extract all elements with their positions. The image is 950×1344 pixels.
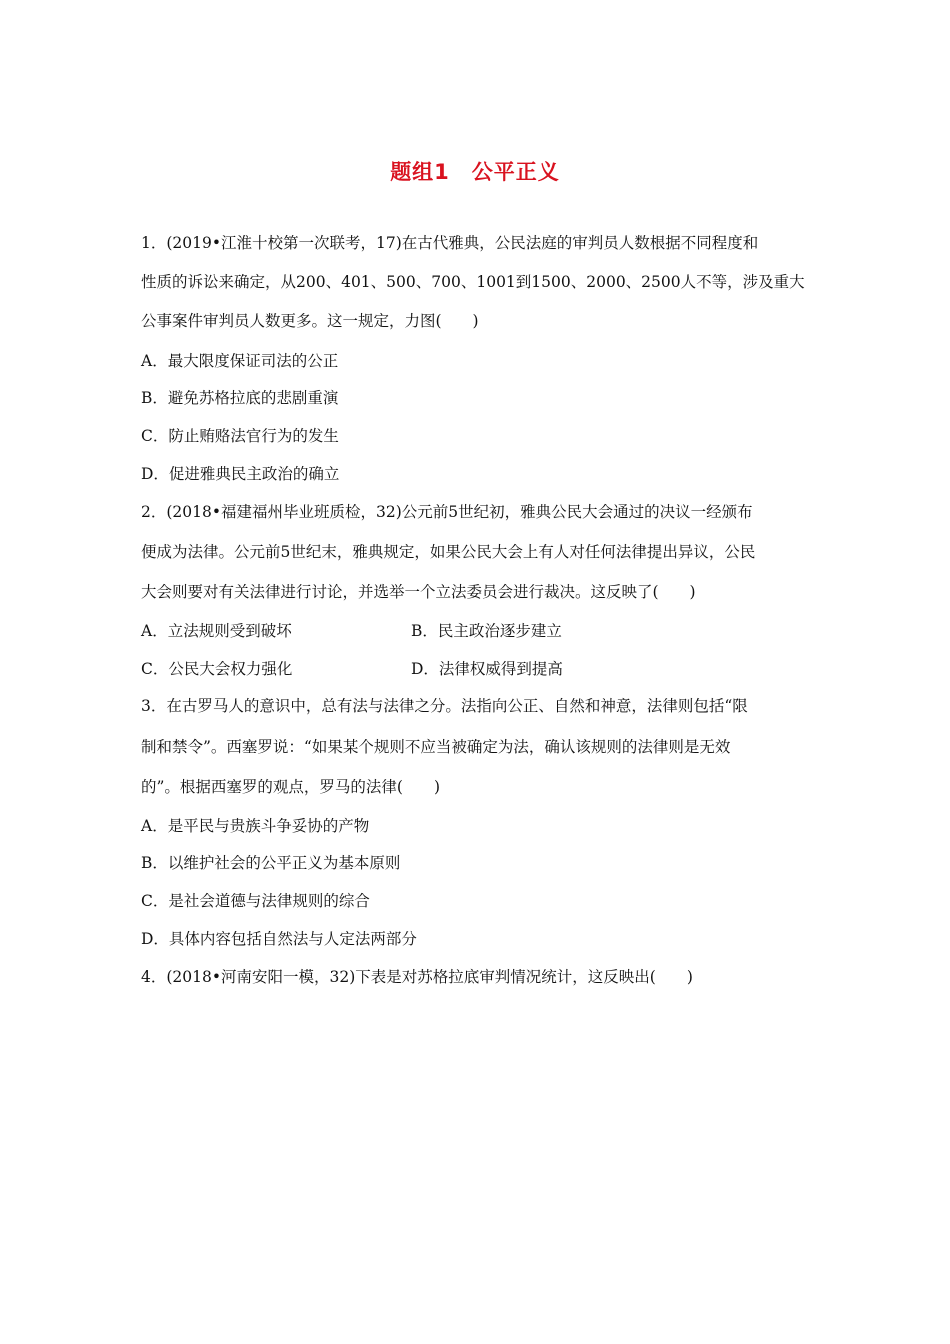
question-3-option-a: A．是平民与贵族斗争妥协的产物 — [141, 817, 370, 835]
question-3-option-b: B．以维护社会的公平正义为基本原则 — [141, 854, 401, 872]
question-4-stem-line-1: 4．(2018•河南安阳一模，32)下表是对苏格拉底审判情况统计，这反映出( ) — [141, 968, 693, 986]
question-3-stem-line-1: 3．在古罗马人的意识中，总有法与法律之分。法指向公正、自然和神意，法律则包括“限 — [141, 697, 748, 715]
question-1-stem-line-3: 公事案件审判员人数更多。这一规定，力图( ) — [141, 312, 479, 330]
question-2-option-c: C．公民大会权力强化 — [141, 660, 293, 678]
question-3-stem-line-3: 的”。根据西塞罗的观点，罗马的法律( ) — [141, 778, 441, 796]
question-1-option-a: A．最大限度保证司法的公正 — [141, 352, 339, 370]
question-1-option-b: B．避免苏格拉底的悲剧重演 — [141, 389, 339, 407]
question-2-stem-line-3: 大会则要对有关法律进行讨论，并选举一个立法委员会进行裁决。这反映了( ) — [141, 583, 696, 601]
question-2-option-d: D．法律权威得到提高 — [411, 660, 563, 678]
page-title: 题组1 公平正义 — [390, 160, 560, 184]
question-2-option-a: A．立法规则受到破坏 — [141, 622, 292, 640]
question-1-option-c: C．防止贿赂法官行为的发生 — [141, 427, 339, 445]
question-1-stem-line-2: 性质的诉讼来确定，从200、401、500、700、1001到1500、2000、2500人不等，涉及重大 — [141, 273, 805, 291]
question-2-option-b: B．民主政治逐步建立 — [411, 622, 562, 640]
question-2-stem-line-2: 便成为法律。公元前5世纪末，雅典规定，如果公民大会上有人对任何法律提出异议，公民 — [141, 543, 756, 561]
question-1-option-d: D．促进雅典民主政治的确立 — [141, 465, 340, 483]
question-1-stem-line-1: 1．(2019•江淮十校第一次联考，17)在古代雅典，公民法庭的审判员人数根据不同程度和 — [141, 234, 759, 252]
question-3-option-d: D．具体内容包括自然法与人定法两部分 — [141, 930, 417, 948]
question-3-option-c: C．是社会道德与法律规则的综合 — [141, 892, 370, 910]
question-3-stem-line-2: 制和禁令”。西塞罗说：“如果某个规则不应当被确定为法，确认该规则的法律则是无效 — [141, 738, 731, 756]
question-2-stem-line-1: 2．(2018•福建福州毕业班质检，32)公元前5世纪初，雅典公民大会通过的决议一经颁布 — [141, 503, 753, 521]
